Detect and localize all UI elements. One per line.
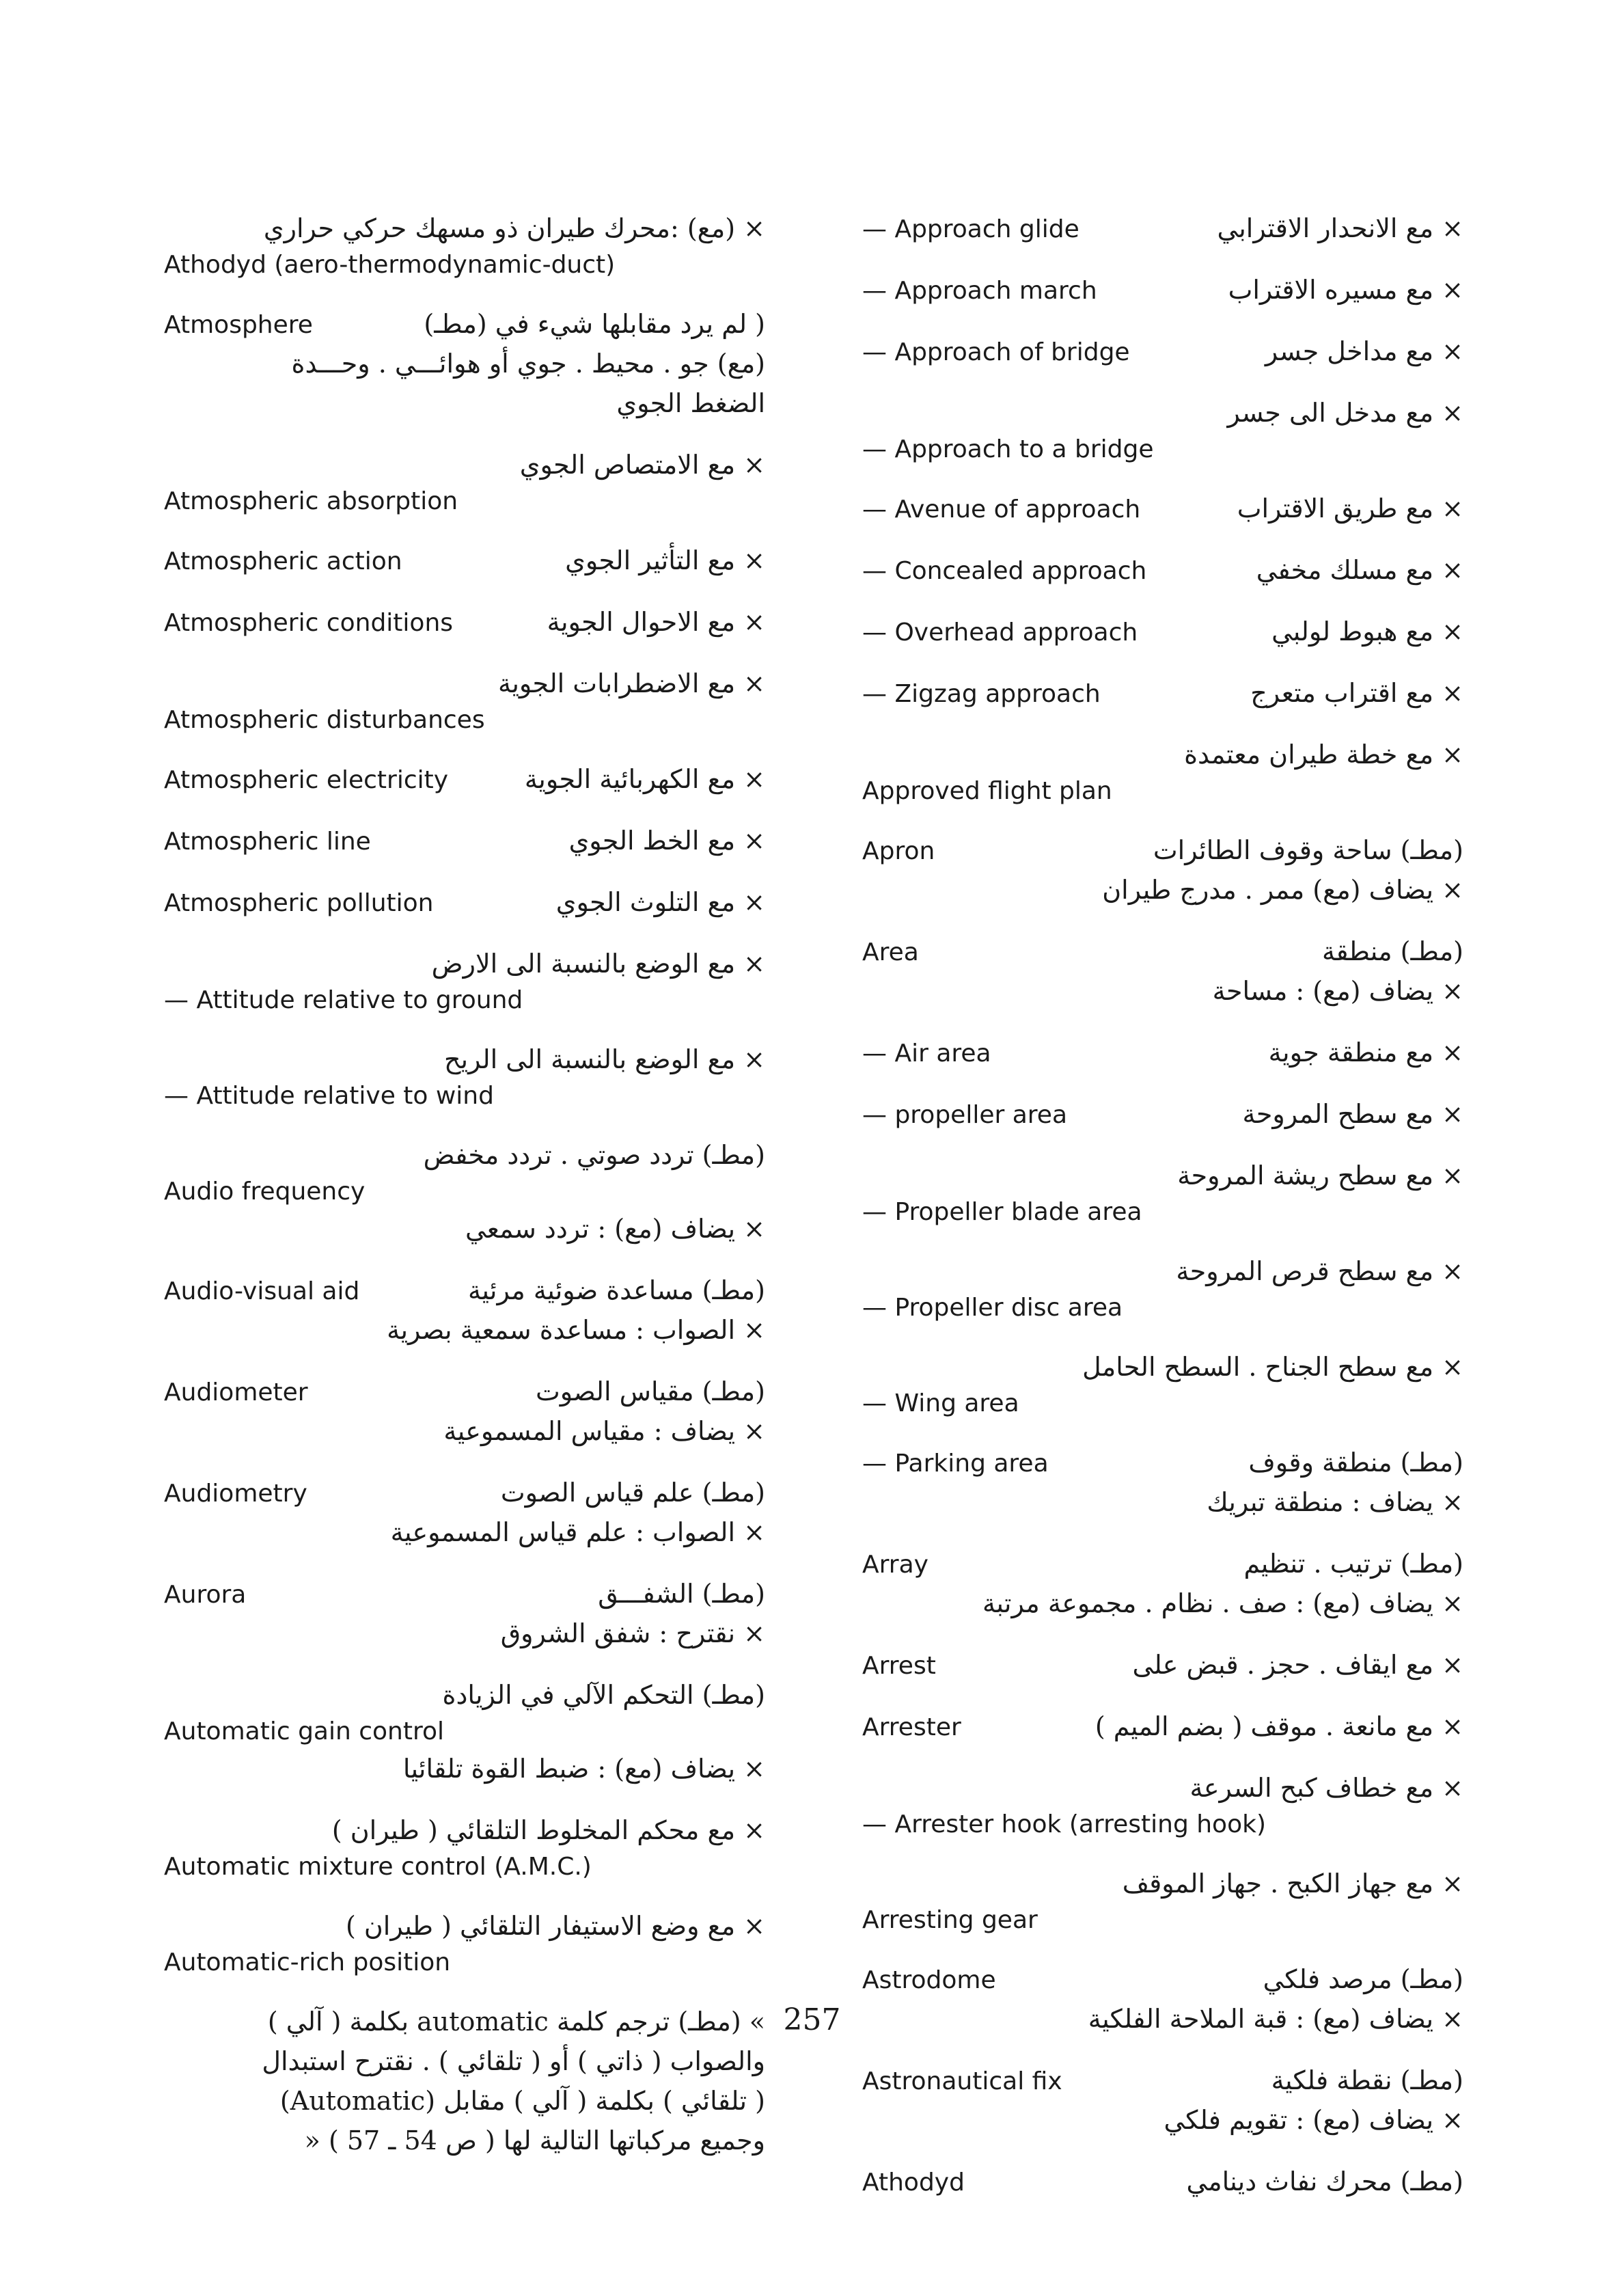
arabic-definition: × مع مداخل جسر: [1265, 336, 1463, 366]
page-number: 257: [783, 2002, 841, 2037]
arabic-definition: (مطـ) علم قياس الصوت: [500, 1478, 765, 1508]
arabic-definition: × مع محكم المخلوط التلقائي ( طيران ): [331, 1815, 765, 1845]
arabic-definition: (مطـ) مساعدة ضوئية مرئية: [468, 1275, 765, 1305]
entry-row: [862, 1443, 1463, 1482]
arabic-definition: × مع الامتصاص الجوي: [519, 450, 765, 480]
arabic-definition: (مطـ) منطقة وقوف: [1248, 1447, 1463, 1478]
english-term: — Attitude relative to wind: [164, 1082, 494, 1110]
dictionary-entry: [862, 1156, 1463, 1229]
dictionary-entry: [164, 1372, 765, 1451]
arabic-definition: × مع وضع الاستيفار التلقائي ( طيران ): [346, 1911, 765, 1941]
editorial-note-line: وجميع مركباتها التالية لها ( ص 54 ـ 57 ) «: [304, 2125, 765, 2156]
arabic-addendum: × الصواب : مساعدة سمعية بصرية: [387, 1315, 765, 1345]
english-term: — Approach march: [862, 277, 1097, 305]
entry-row: [862, 2162, 1463, 2201]
arabic-definition: (مطـ) التحكم الآلي في الزيادة: [442, 1680, 765, 1710]
dictionary-entry: [862, 932, 1463, 1011]
english-term: Arrest: [862, 1652, 936, 1680]
english-term: Astrodome: [862, 1966, 996, 1994]
english-term: — Approach to a bridge: [862, 435, 1154, 463]
arabic-definition: × مع سطح الجناح . السطح الحامل: [1082, 1352, 1463, 1382]
arabic-addendum: × يضاف (مع) : صف . نظام . مجموعة مرتبة: [982, 1588, 1463, 1618]
arabic-definition-continued: (مع) جو . محيط . جوي أو هوائـــي . وحـــدة: [291, 349, 765, 379]
arabic-definition: × مع الكهربائية الجوية: [524, 764, 765, 794]
english-term: Approved flight plan: [862, 777, 1112, 805]
english-term: — Parking area: [862, 1450, 1049, 1478]
arabic-definition: × مع التأثير الجوي: [565, 545, 765, 575]
arabic-definition-continued: الضغط الجوي: [616, 388, 765, 418]
english-term: Area: [862, 938, 919, 966]
entry-row: [164, 1473, 765, 1512]
dictionary-entry: [164, 1135, 765, 1249]
dictionary-entry: [862, 612, 1463, 651]
dictionary-entry: [164, 821, 765, 860]
dictionary-entry: [164, 602, 765, 642]
english-term: Audio frequency: [164, 1178, 366, 1206]
dictionary-entry: [164, 541, 765, 580]
entry-row: [862, 1959, 1463, 1999]
dictionary-entry: [164, 759, 765, 799]
english-term: — Air area: [862, 1039, 991, 1068]
english-term: — Propeller disc area: [862, 1294, 1123, 1322]
arabic-definition: × مع خطة طيران معتمدة: [1184, 739, 1463, 770]
english-term: Audio-visual aid: [164, 1277, 360, 1305]
entry-row: [862, 489, 1463, 528]
english-term: Atmospheric conditions: [164, 609, 454, 637]
english-term: Atmospheric line: [164, 828, 371, 856]
dictionary-entry: [862, 1347, 1463, 1421]
entry-row: [164, 304, 765, 344]
entry-row: [862, 1544, 1463, 1583]
english-term: — Wing area: [862, 1389, 1019, 1417]
english-term: Aurora: [164, 1581, 247, 1609]
english-term: — Arrester hook (arresting hook): [862, 1810, 1266, 1838]
entry-row: [862, 1707, 1463, 1746]
arabic-definition: (مطـ) ترتيب . تنظيم: [1243, 1549, 1463, 1579]
arabic-addendum: × نقترح : شفق الشروق: [500, 1618, 765, 1648]
dictionary-entry: [862, 2061, 1463, 2140]
entry-row: [862, 1094, 1463, 1134]
arabic-definition: × مع اقتراب متعرج: [1250, 678, 1463, 708]
arabic-definition: × مع طريق الاقتراب: [1237, 493, 1463, 524]
arabic-definition: (مطـ) مرصد فلكي: [1263, 1964, 1463, 1994]
english-term: Atmospheric absorption: [164, 487, 458, 515]
dictionary-entry: [164, 1906, 765, 1980]
dictionary-entry: [862, 1094, 1463, 1134]
dictionary-entry: [164, 1039, 765, 1113]
dictionary-entry: [862, 331, 1463, 371]
entry-row: [164, 759, 765, 799]
english-term: Atmospheric action: [164, 547, 402, 575]
entry-row: [164, 1574, 765, 1614]
english-term: Arrester: [862, 1713, 961, 1741]
english-term: Automatic gain control: [164, 1717, 445, 1745]
dictionary-entry: [862, 393, 1463, 467]
arabic-addendum: × يضاف (مع) : تردد سمعي: [465, 1214, 765, 1244]
dictionary-entry: [862, 1645, 1463, 1685]
arabic-definition: (مطـ) تردد صوتي . تردد مخفض: [423, 1140, 765, 1170]
english-term: — Approach of bridge: [862, 338, 1130, 366]
english-term: Atmosphere: [164, 311, 313, 339]
arabic-addendum: × يضاف (مع) : قبة الملاحة الفلكية: [1088, 2004, 1463, 2034]
arabic-addendum: × يضاف : منطقة تبريك: [1207, 1487, 1463, 1517]
english-term: — Attitude relative to ground: [164, 986, 523, 1014]
dictionary-entry: [164, 1810, 765, 1884]
arabic-definition: × مع مانعة . موقف ( بضم الميم ): [1095, 1711, 1463, 1741]
entry-row: [164, 882, 765, 922]
dictionary-entry: [164, 304, 765, 423]
arabic-definition: × مع مسلك مخفي: [1256, 555, 1463, 585]
arabic-definition: (مطـ) منطقة: [1322, 936, 1463, 966]
arabic-definition: × مع الاضطرابات الجوية: [497, 668, 765, 698]
english-term: — Overhead approach: [862, 618, 1138, 647]
dictionary-entry: [164, 445, 765, 519]
arabic-addendum: × يضاف (مع) : مساحة: [1212, 976, 1463, 1006]
arabic-definition: (مطـ) نقطة فلكية: [1271, 2065, 1463, 2095]
english-term: — Propeller blade area: [862, 1198, 1142, 1226]
english-term: Atmospheric pollution: [164, 889, 434, 917]
editorial-note-line: والصواب ( ذاتي ) أو ( تلقائي ) . نقترح استبدال: [262, 2046, 765, 2076]
dictionary-entry: [164, 1270, 765, 1350]
english-term: — propeller area: [862, 1101, 1068, 1129]
dictionary-entry: [862, 270, 1463, 310]
arabic-addendum: × يضاف (مع) : ضبط القوة تلقائيا: [402, 1754, 765, 1784]
dictionary-entry: [862, 1864, 1463, 1938]
english-term: Athodyd (aero-thermodynamic-duct): [164, 251, 616, 279]
arabic-definition: ( لم يرد مقابلها شيء في (مطـ): [424, 309, 765, 339]
arabic-addendum: × يضاف (مع) ممر . مدرج طيران: [1102, 875, 1463, 905]
arabic-definition: × مع سطح قرص المروحة: [1176, 1256, 1463, 1286]
dictionary-entry: [862, 550, 1463, 590]
arabic-definition: × مع سطح المروحة: [1242, 1099, 1463, 1129]
arabic-definition: (مطـ) الشفـــق: [598, 1579, 765, 1609]
arabic-definition: (مطـ) مقياس الصوت: [536, 1376, 765, 1406]
entry-row: [862, 208, 1463, 248]
arabic-definition: × (مع) :محرك طيران ذو مسهك حركي حراري: [263, 213, 765, 243]
arabic-addendum: × يضاف : مقياس المسموعية: [443, 1416, 765, 1446]
arabic-definition: × مع التلوث الجوي: [555, 887, 765, 917]
dictionary-entry: [862, 1251, 1463, 1325]
arabic-definition: (مطـ) ساحة وقوف الطائرات: [1153, 835, 1463, 865]
dictionary-entry: [862, 673, 1463, 713]
english-term: Automatic mixture control (A.M.C.): [164, 1853, 592, 1881]
english-term: Array: [862, 1551, 928, 1579]
english-term: Audiometry: [164, 1480, 307, 1508]
dictionary-entry: [862, 735, 1463, 808]
dictionary-entry: [862, 1033, 1463, 1072]
arabic-definition: × مع هبوط لولبي: [1271, 616, 1463, 647]
arabic-addendum: × يضاف (مع) : تقويم فلكي: [1164, 2105, 1463, 2135]
arabic-definition: × مع سطح ريشة المروحة: [1177, 1160, 1463, 1191]
entry-row: [862, 932, 1463, 971]
entry-row: [164, 1372, 765, 1411]
entry-row: [862, 1033, 1463, 1072]
arabic-definition: × مع مدخل الى جسر: [1227, 398, 1463, 428]
arabic-definition: × مع خطاف كبح السرعة: [1189, 1773, 1463, 1803]
arabic-definition: × مع مسيره الاقتراب: [1228, 275, 1463, 305]
entry-row: [862, 830, 1463, 870]
entry-row: [164, 541, 765, 580]
arabic-definition: × مع منطقة جوية: [1268, 1037, 1463, 1068]
dictionary-entry: [862, 208, 1463, 248]
dictionary-entry: [862, 1768, 1463, 1842]
dictionary-entry: [164, 1574, 765, 1653]
english-term: Athodyd: [862, 2169, 965, 2197]
entry-row: [862, 2061, 1463, 2100]
dictionary-entry: [164, 1675, 765, 1789]
dictionary-entry: [164, 1473, 765, 1552]
arabic-definition: × مع الوضع بالنسبة الى الارض: [431, 949, 765, 979]
english-term: Apron: [862, 837, 935, 865]
editorial-note-line: ( تلقائي ) بكلمة ( آلي ) مقابل (Automatic): [279, 2086, 765, 2116]
arabic-definition: × مع الخط الجوي: [568, 826, 765, 856]
dictionary-entry: [862, 1707, 1463, 1746]
arabic-addendum: × الصواب : علم قياس المسموعية: [390, 1517, 765, 1547]
arabic-definition: (مطـ) محرك نفاث دينامي: [1186, 2166, 1463, 2197]
editorial-note-line: » (مطـ) ترجم كلمة automatic بكلمة ( آلي ): [267, 2007, 765, 2037]
dictionary-entry: [164, 944, 765, 1018]
english-term: — Approach glide: [862, 215, 1079, 243]
english-term: — Zigzag approach: [862, 680, 1101, 708]
entry-row: [862, 331, 1463, 371]
entry-row: [862, 550, 1463, 590]
english-term: Audiometer: [164, 1378, 308, 1406]
entry-row: [862, 673, 1463, 713]
english-term: Atmospheric disturbances: [164, 706, 485, 734]
dictionary-entry: [164, 664, 765, 737]
dictionary-entry: [164, 208, 765, 282]
english-term: — Avenue of approach: [862, 495, 1141, 524]
english-term: Atmospheric electricity: [164, 766, 449, 794]
dictionary-entry: [862, 1544, 1463, 1623]
dictionary-entry: [862, 1443, 1463, 1522]
dictionary-entry: [164, 882, 765, 922]
right-column: [862, 208, 1463, 2223]
dictionary-entry: [862, 2162, 1463, 2201]
dictionary-entry: [862, 830, 1463, 910]
entry-row: [862, 1645, 1463, 1685]
arabic-definition: × مع ايقاف . حجز . قبض على: [1132, 1650, 1463, 1680]
entry-row: [164, 1270, 765, 1310]
entry-row: [164, 821, 765, 860]
entry-row: [164, 602, 765, 642]
arabic-definition: × مع الاحوال الجوية: [547, 607, 765, 637]
arabic-definition: × مع الوضع بالنسبة الى الريح: [443, 1044, 765, 1074]
entry-row: [862, 612, 1463, 651]
dictionary-entry: [862, 489, 1463, 528]
english-term: Arresting gear: [862, 1906, 1038, 1934]
english-term: Astronautical fix: [862, 2067, 1062, 2095]
english-term: Automatic-rich position: [164, 1948, 451, 1976]
arabic-definition: × مع جهاز الكبح . جهاز الموقف: [1122, 1868, 1463, 1899]
entry-row: [862, 270, 1463, 310]
arabic-definition: × مع الانحدار الاقترابي: [1217, 213, 1463, 243]
english-term: — Concealed approach: [862, 557, 1147, 585]
left-column: [164, 208, 765, 2182]
